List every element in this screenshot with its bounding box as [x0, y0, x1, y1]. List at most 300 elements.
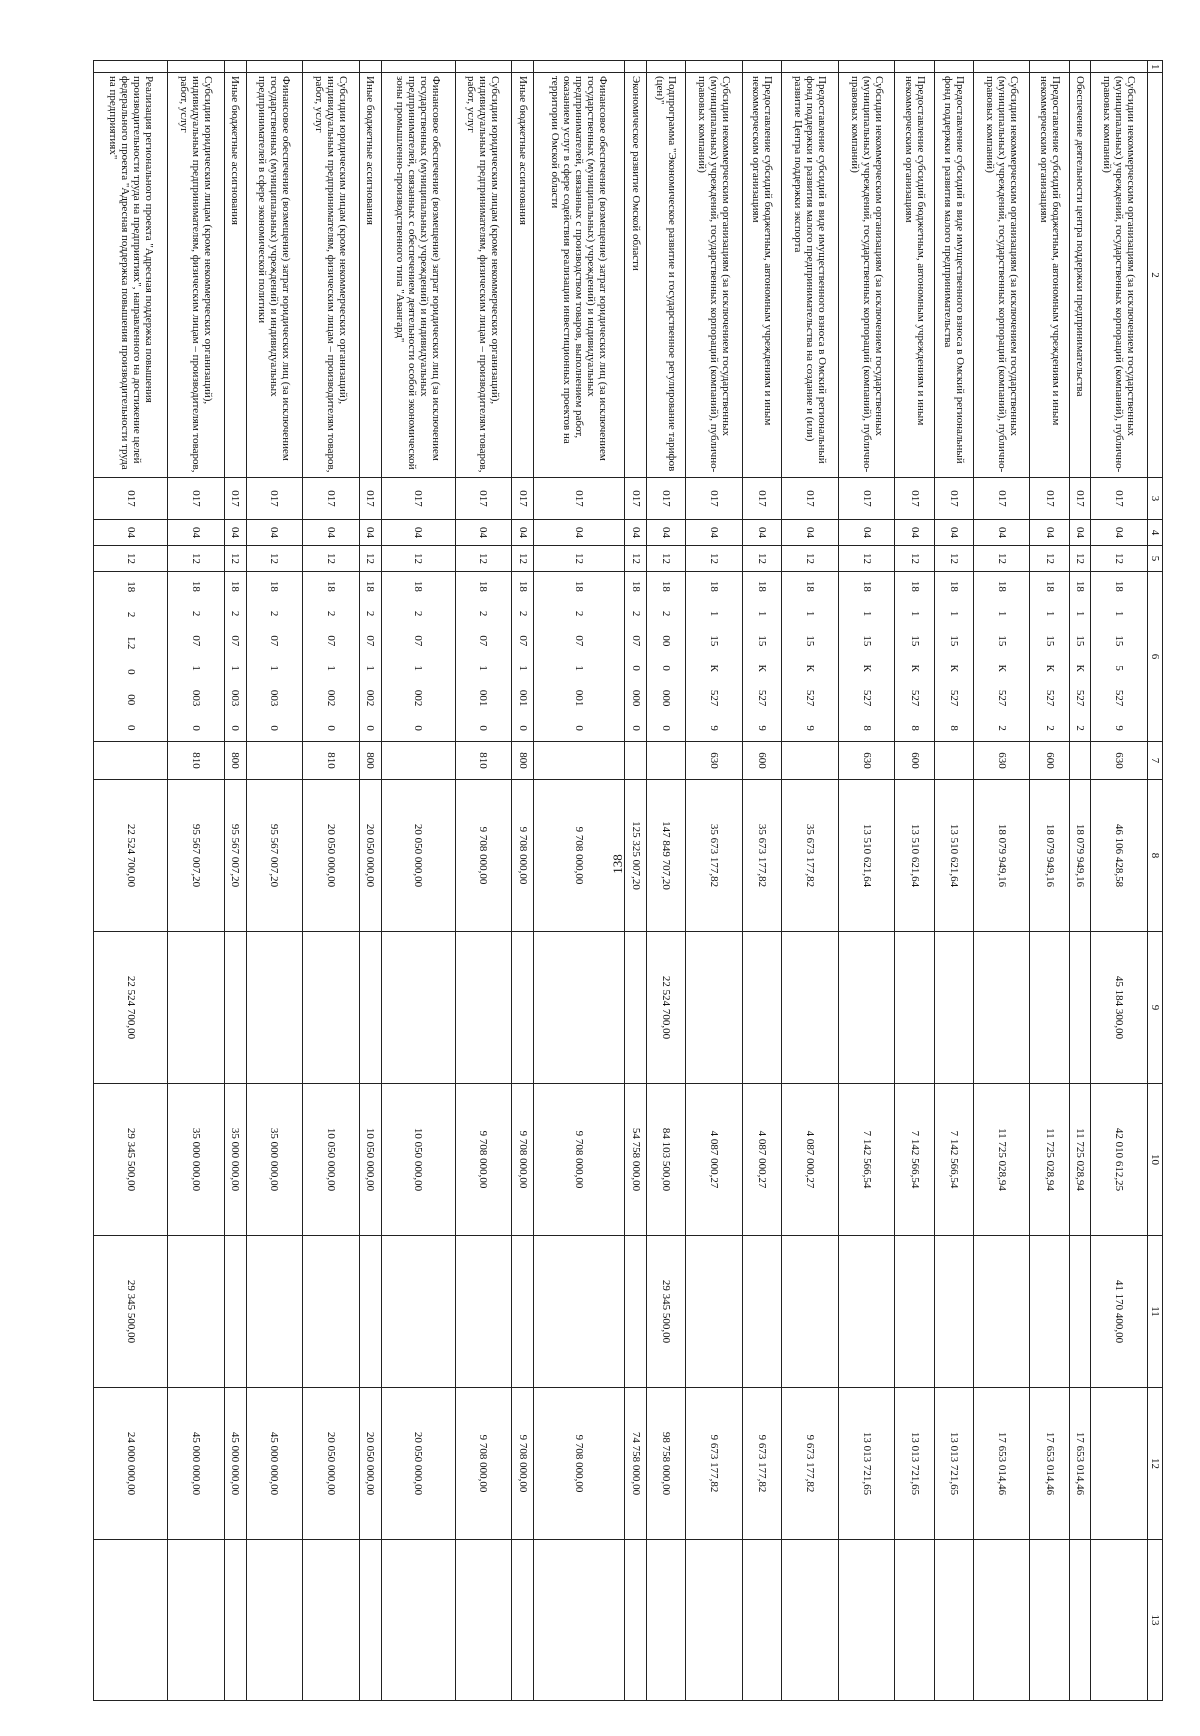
cell-amount-9	[455, 932, 512, 1084]
target-article-part: 15	[908, 635, 921, 647]
target-article-part: 18	[190, 580, 203, 592]
cell-name: Субсидии некоммерческим организациям (за исключением государственных (муниципальных) учреждений, государственных корпораций (компаний), публично-правовых компаний)	[973, 73, 1030, 478]
cell-name: Обеспечение деятельности центра поддержки предпринимательства	[1069, 73, 1091, 478]
target-article-part: 15	[860, 635, 873, 647]
budget-table-rotated	[93, 60, 1163, 1700]
target-article-part: 0	[325, 725, 338, 731]
table-row	[534, 61, 625, 1701]
target-article-part: 8	[860, 725, 873, 731]
cell-subsection: 12	[838, 546, 895, 572]
cell-name: Предоставление субсидий в виде имущественного взноса в Омский региональный фонд поддержки и развития малого предпринимательства на создание и (или) развитие Центра поддержки экспорта	[782, 73, 839, 478]
target-article-part: 0	[364, 725, 377, 731]
cell-expense-type	[647, 742, 686, 780]
cell-amount-10: 9 708 000,00	[512, 1084, 534, 1236]
target-article-part: 527	[1074, 689, 1087, 707]
cell-amount-8: 13 510 621,64	[895, 780, 934, 932]
target-article-part: 0	[229, 725, 242, 731]
cell-section: 04	[1091, 520, 1148, 546]
cell-admin-code: 017	[838, 478, 895, 520]
cell-name: Субсидии некоммерческим организациям (за исключением государственных (муниципальных) учреждений, государственных корпораций (компаний), публично-правовых компаний)	[686, 73, 743, 478]
cell-amount-13	[224, 1540, 246, 1701]
cell-amount-12: 17 653 014,46	[973, 1388, 1030, 1540]
cell-amount-10: 10 050 000,00	[303, 1084, 360, 1236]
target-article-part: 1	[268, 665, 281, 671]
cell-amount-10: 42 010 612,25	[1091, 1084, 1148, 1236]
cell-amount-9	[534, 932, 625, 1084]
cell-amount-8: 20 050 000,00	[303, 780, 360, 932]
cell-amount-11	[686, 1236, 743, 1388]
target-article-part: 527	[756, 689, 769, 707]
cell-expense-type: 600	[1030, 742, 1069, 780]
cell-expense-type	[782, 742, 839, 780]
target-article-part: 0	[629, 665, 642, 671]
cell-amount-10: 35 000 000,00	[168, 1084, 225, 1236]
cell-amount-12: 13 013 721,65	[838, 1388, 895, 1540]
cell-target-article	[625, 572, 647, 742]
cell-name: Предоставление субсидий бюджетным, автономным учреждениям и иным некоммерческим организациям	[1030, 73, 1069, 478]
cell-admin-code: 017	[625, 478, 647, 520]
cell-amount-10: 10 050 000,00	[359, 1084, 381, 1236]
cell-amount-11	[359, 1236, 381, 1388]
cell-target-article	[686, 572, 743, 742]
column-header-1: 1	[1148, 61, 1163, 73]
cell-name: Иные бюджетные ассигнования	[512, 73, 534, 478]
cell-amount-8: 18 079 949,16	[973, 780, 1030, 932]
cell-amount-8: 147 849 707,20	[647, 780, 686, 932]
cell-amount-11: 29 345 500,00	[94, 1236, 168, 1388]
table-row	[743, 61, 782, 1701]
cell-amount-8: 13 510 621,64	[934, 780, 973, 932]
cell-amount-13	[246, 1540, 303, 1701]
cell-amount-8: 125 325 007,20	[625, 780, 647, 932]
cell-target-article	[381, 572, 455, 742]
target-article-part: 2	[629, 610, 642, 617]
cell-section: 04	[647, 520, 686, 546]
target-article-part: 18	[573, 580, 586, 592]
table-row	[973, 61, 1030, 1701]
target-article-part: 9	[1113, 725, 1126, 731]
cell-amount-10: 35 000 000,00	[246, 1084, 303, 1236]
cell-expense-type	[1069, 742, 1091, 780]
target-article-part: 15	[804, 635, 817, 647]
target-article-part: 1	[573, 665, 586, 671]
target-article-part: 1	[364, 665, 377, 671]
table-row	[934, 61, 973, 1701]
cell-section: 04	[94, 520, 168, 546]
column-header-10: 10	[1148, 1084, 1163, 1236]
target-article-part: 1	[756, 610, 769, 617]
target-article-part: 1	[708, 610, 721, 617]
cell-amount-11	[625, 1236, 647, 1388]
cell-col1	[1091, 61, 1148, 73]
target-article-part: 18	[229, 580, 242, 592]
cell-expense-type	[534, 742, 625, 780]
target-article-part: 18	[995, 580, 1008, 592]
cell-target-article	[168, 572, 225, 742]
cell-amount-10: 11 725 028,94	[1030, 1084, 1069, 1236]
cell-section: 04	[838, 520, 895, 546]
target-article-part: 15	[708, 635, 721, 647]
cell-expense-type: 810	[303, 742, 360, 780]
target-article-part: 0	[124, 724, 137, 731]
cell-amount-11: 29 345 500,00	[647, 1236, 686, 1388]
cell-amount-10: 10 050 000,00	[381, 1084, 455, 1236]
cell-expense-type: 800	[224, 742, 246, 780]
cell-amount-10: 4 087 000,27	[782, 1084, 839, 1236]
column-header-12: 12	[1148, 1388, 1163, 1540]
target-article-part: 2	[1043, 725, 1056, 731]
cell-amount-9	[686, 932, 743, 1084]
target-article-part: 2	[229, 610, 242, 617]
cell-name: Иные бюджетные ассигнования	[359, 73, 381, 478]
cell-amount-13	[359, 1540, 381, 1701]
target-article-part: 18	[1113, 580, 1126, 592]
cell-amount-12: 45 000 000,00	[246, 1388, 303, 1540]
cell-amount-8: 95 567 007,20	[246, 780, 303, 932]
cell-col1	[381, 61, 455, 73]
cell-section: 04	[455, 520, 512, 546]
cell-col1	[168, 61, 225, 73]
cell-admin-code: 017	[895, 478, 934, 520]
cell-section: 04	[168, 520, 225, 546]
cell-expense-type	[934, 742, 973, 780]
cell-name: Подпрограмма "Экономическое развитие и государственное регулирование тарифов (цен)"	[647, 73, 686, 478]
cell-amount-8: 20 050 000,00	[359, 780, 381, 932]
cell-target-article	[512, 572, 534, 742]
table-row	[895, 61, 934, 1701]
cell-target-article	[303, 572, 360, 742]
cell-amount-12: 17 653 014,46	[1030, 1388, 1069, 1540]
cell-name: Предоставление субсидий в виде имущественного взноса в Омский региональный фонд поддержки и развития малого предпринимательства	[934, 73, 973, 478]
cell-amount-11	[381, 1236, 455, 1388]
cell-subsection: 12	[94, 546, 168, 572]
cell-admin-code: 017	[512, 478, 534, 520]
cell-subsection: 12	[512, 546, 534, 572]
target-article-part: 07	[573, 635, 586, 647]
target-article-part: 1	[1043, 610, 1056, 617]
header-row	[1148, 61, 1163, 1701]
cell-name: Иные бюджетные ассигнования	[224, 73, 246, 478]
column-header-5: 5	[1148, 546, 1163, 572]
target-article-part: 15	[995, 635, 1008, 647]
cell-expense-type	[625, 742, 647, 780]
cell-section: 04	[224, 520, 246, 546]
target-article-part: 527	[908, 689, 921, 707]
cell-amount-9	[895, 932, 934, 1084]
cell-subsection: 12	[303, 546, 360, 572]
cell-target-article	[359, 572, 381, 742]
target-article-part: 07	[477, 635, 490, 647]
cell-amount-13	[534, 1540, 625, 1701]
cell-amount-10: 7 142 566,54	[895, 1084, 934, 1236]
cell-amount-8: 13 510 621,64	[838, 780, 895, 932]
cell-admin-code: 017	[224, 478, 246, 520]
target-article-part: К	[995, 664, 1008, 672]
cell-admin-code: 017	[934, 478, 973, 520]
cell-col1	[246, 61, 303, 73]
target-article-part: 15	[756, 635, 769, 647]
target-article-part: 527	[708, 689, 721, 707]
cell-expense-type: 630	[973, 742, 1030, 780]
cell-amount-13	[455, 1540, 512, 1701]
cell-subsection: 12	[647, 546, 686, 572]
cell-amount-12	[1091, 1388, 1148, 1540]
cell-amount-13	[782, 1540, 839, 1701]
table-row	[1069, 61, 1091, 1701]
table-row	[686, 61, 743, 1701]
target-article-part: 07	[412, 635, 425, 647]
cell-amount-10: 54 758 000,00	[625, 1084, 647, 1236]
cell-amount-10: 4 087 000,27	[743, 1084, 782, 1236]
cell-amount-9	[934, 932, 973, 1084]
cell-subsection: 12	[934, 546, 973, 572]
target-article-part: 15	[947, 635, 960, 647]
cell-target-article	[838, 572, 895, 742]
cell-amount-11	[303, 1236, 360, 1388]
cell-amount-13	[94, 1540, 168, 1701]
target-article-part: К	[756, 664, 769, 672]
column-header-7: 7	[1148, 742, 1163, 780]
cell-amount-8: 20 050 000,00	[381, 780, 455, 932]
cell-col1	[303, 61, 360, 73]
cell-col1	[1069, 61, 1091, 73]
cell-subsection: 12	[743, 546, 782, 572]
cell-amount-13	[1030, 1540, 1069, 1701]
column-header-6: 6	[1148, 572, 1163, 742]
cell-subsection: 12	[224, 546, 246, 572]
cell-amount-8: 9 708 000,00	[534, 780, 625, 932]
cell-subsection: 12	[1091, 546, 1148, 572]
cell-name: Субсидии юридическим лицам (кроме некоммерческих организаций), индивидуальным предпринимателям, физическим лицам – производителям товаров, работ, услуг	[455, 73, 512, 478]
page-number: 138	[609, 854, 625, 874]
table-row	[782, 61, 839, 1701]
target-article-part: К	[860, 664, 873, 672]
target-article-part: 2	[364, 610, 377, 617]
cell-amount-8: 46 106 428,58	[1091, 780, 1148, 932]
cell-amount-11	[895, 1236, 934, 1388]
target-article-part: 18	[412, 580, 425, 592]
target-article-part: 1	[325, 665, 338, 671]
column-header-8: 8	[1148, 780, 1163, 932]
target-article-part: 18	[1043, 580, 1056, 592]
target-article-part: 0	[268, 725, 281, 731]
cell-admin-code: 017	[1069, 478, 1091, 520]
cell-admin-code: 017	[455, 478, 512, 520]
table-row	[625, 61, 647, 1701]
cell-amount-9	[1069, 932, 1091, 1084]
target-article-part: 527	[804, 689, 817, 707]
cell-target-article	[782, 572, 839, 742]
cell-name: Субсидии некоммерческим организациям (за исключением государственных (муниципальных) учреждений, государственных корпораций (компаний), публично-правовых компаний)	[838, 73, 895, 478]
cell-amount-10: 11 725 028,94	[973, 1084, 1030, 1236]
cell-subsection: 12	[381, 546, 455, 572]
target-article-part: 2	[995, 725, 1008, 731]
column-header-2: 2	[1148, 73, 1163, 478]
cell-section: 04	[743, 520, 782, 546]
cell-admin-code: 017	[743, 478, 782, 520]
cell-amount-10: 11 725 028,94	[1069, 1084, 1091, 1236]
target-article-part: 0	[190, 725, 203, 731]
table-row	[168, 61, 225, 1701]
cell-amount-8: 35 673 177,82	[686, 780, 743, 932]
cell-col1	[782, 61, 839, 73]
cell-admin-code: 017	[246, 478, 303, 520]
target-article-part: 2	[412, 610, 425, 617]
cell-amount-13	[512, 1540, 534, 1701]
cell-col1	[934, 61, 973, 73]
target-article-part: 15	[1113, 635, 1126, 647]
target-article-part: 15	[1074, 635, 1087, 647]
target-article-part: 1	[1074, 610, 1087, 617]
target-article-part: 001	[573, 689, 586, 707]
cell-section: 04	[246, 520, 303, 546]
cell-col1	[625, 61, 647, 73]
target-article-part: 0	[660, 665, 673, 671]
cell-amount-10: 7 142 566,54	[838, 1084, 895, 1236]
table-row	[647, 61, 686, 1701]
cell-amount-10: 4 087 000,27	[686, 1084, 743, 1236]
target-article-part: 1	[860, 610, 873, 617]
cell-section: 04	[359, 520, 381, 546]
cell-expense-type: 630	[686, 742, 743, 780]
target-article-part: 07	[190, 635, 203, 647]
target-article-part: 001	[477, 689, 490, 707]
cell-amount-13	[1069, 1540, 1091, 1701]
target-article-part: 0	[412, 725, 425, 731]
target-article-part: 0	[573, 725, 586, 731]
target-article-part: 0	[477, 725, 490, 731]
cell-amount-11	[534, 1236, 625, 1388]
cell-col1	[743, 61, 782, 73]
cell-target-article	[246, 572, 303, 742]
cell-name: Финансовое обеспечение (возмещение) затрат юридических лиц (за исключением государственных (муниципальных) учреждений) и индивидуальных предпринимателей в сфере экономической политики	[246, 73, 303, 478]
cell-amount-9: 22 524 700,00	[647, 932, 686, 1084]
cell-target-article	[1030, 572, 1069, 742]
column-header-4: 4	[1148, 520, 1163, 546]
target-article-part: 002	[412, 689, 425, 707]
cell-amount-11	[246, 1236, 303, 1388]
table-row	[838, 61, 895, 1701]
target-article-part: К	[947, 664, 960, 672]
cell-section: 04	[782, 520, 839, 546]
target-article-part: 527	[860, 689, 873, 707]
cell-amount-12: 13 013 721,65	[895, 1388, 934, 1540]
table-row	[1030, 61, 1069, 1701]
cell-admin-code: 017	[168, 478, 225, 520]
cell-amount-9	[1030, 932, 1069, 1084]
cell-amount-12: 9 708 000,00	[512, 1388, 534, 1540]
table-row	[455, 61, 512, 1701]
cell-admin-code: 017	[534, 478, 625, 520]
cell-amount-11	[838, 1236, 895, 1388]
target-article-part: 18	[756, 580, 769, 592]
cell-subsection: 12	[973, 546, 1030, 572]
cell-section: 04	[895, 520, 934, 546]
target-article-part: 9	[804, 725, 817, 731]
cell-admin-code: 017	[381, 478, 455, 520]
cell-admin-code: 017	[1030, 478, 1069, 520]
target-article-part: 18	[477, 580, 490, 592]
column-header-3: 3	[1148, 478, 1163, 520]
table-row	[512, 61, 534, 1701]
target-article-part: 18	[516, 580, 529, 592]
cell-col1	[534, 61, 625, 73]
target-article-part: 002	[364, 689, 377, 707]
cell-expense-type	[381, 742, 455, 780]
cell-amount-8: 35 673 177,82	[782, 780, 839, 932]
cell-amount-10: 9 708 000,00	[455, 1084, 512, 1236]
target-article-part: 527	[995, 689, 1008, 707]
target-article-part: 000	[629, 689, 642, 707]
target-article-part: 000	[660, 689, 673, 707]
cell-admin-code: 017	[359, 478, 381, 520]
cell-expense-type: 810	[455, 742, 512, 780]
target-article-part: 2	[1074, 725, 1087, 731]
target-article-part: 2	[660, 610, 673, 617]
cell-expense-type: 600	[895, 742, 934, 780]
cell-amount-11	[743, 1236, 782, 1388]
cell-subsection: 12	[782, 546, 839, 572]
cell-amount-11: 41 170 400,00	[1091, 1236, 1148, 1388]
cell-amount-13	[168, 1540, 225, 1701]
column-header-13: 13	[1148, 1540, 1163, 1701]
cell-col1	[1030, 61, 1069, 73]
cell-subsection: 12	[895, 546, 934, 572]
cell-amount-13	[934, 1540, 973, 1701]
cell-amount-11	[934, 1236, 973, 1388]
cell-amount-9	[168, 932, 225, 1084]
cell-amount-11	[512, 1236, 534, 1388]
target-article-part: К	[1043, 664, 1056, 672]
target-article-part: 0	[516, 725, 529, 731]
target-article-part: 003	[268, 689, 281, 707]
cell-amount-8: 9 708 000,00	[512, 780, 534, 932]
cell-amount-9: 45 184 300,00	[1091, 932, 1148, 1084]
cell-section: 04	[1030, 520, 1069, 546]
target-article-part: К	[804, 664, 817, 672]
target-article-part: 527	[1113, 689, 1126, 707]
cell-admin-code: 017	[303, 478, 360, 520]
cell-amount-10: 84 103 500,00	[647, 1084, 686, 1236]
cell-subsection: 12	[1069, 546, 1091, 572]
cell-col1	[224, 61, 246, 73]
cell-amount-11	[1069, 1236, 1091, 1388]
cell-target-article	[455, 572, 512, 742]
cell-amount-13	[647, 1540, 686, 1701]
cell-amount-12: 9 673 177,82	[782, 1388, 839, 1540]
target-article-part: 5	[1113, 665, 1126, 671]
cell-section: 04	[973, 520, 1030, 546]
cell-col1	[512, 61, 534, 73]
target-article-part: 1	[477, 665, 490, 671]
cell-amount-11	[973, 1236, 1030, 1388]
cell-subsection: 12	[534, 546, 625, 572]
cell-admin-code: 017	[782, 478, 839, 520]
cell-amount-13	[838, 1540, 895, 1701]
cell-amount-13	[895, 1540, 934, 1701]
cell-section: 04	[381, 520, 455, 546]
cell-section: 04	[686, 520, 743, 546]
target-article-part: 1	[229, 665, 242, 671]
cell-subsection: 12	[246, 546, 303, 572]
cell-amount-13	[381, 1540, 455, 1701]
target-article-part: 001	[516, 689, 529, 707]
cell-amount-9	[359, 932, 381, 1084]
cell-amount-12: 98 758 000,00	[647, 1388, 686, 1540]
cell-amount-8: 95 567 007,20	[168, 780, 225, 932]
cell-section: 04	[625, 520, 647, 546]
target-article-part: 2	[124, 611, 137, 618]
